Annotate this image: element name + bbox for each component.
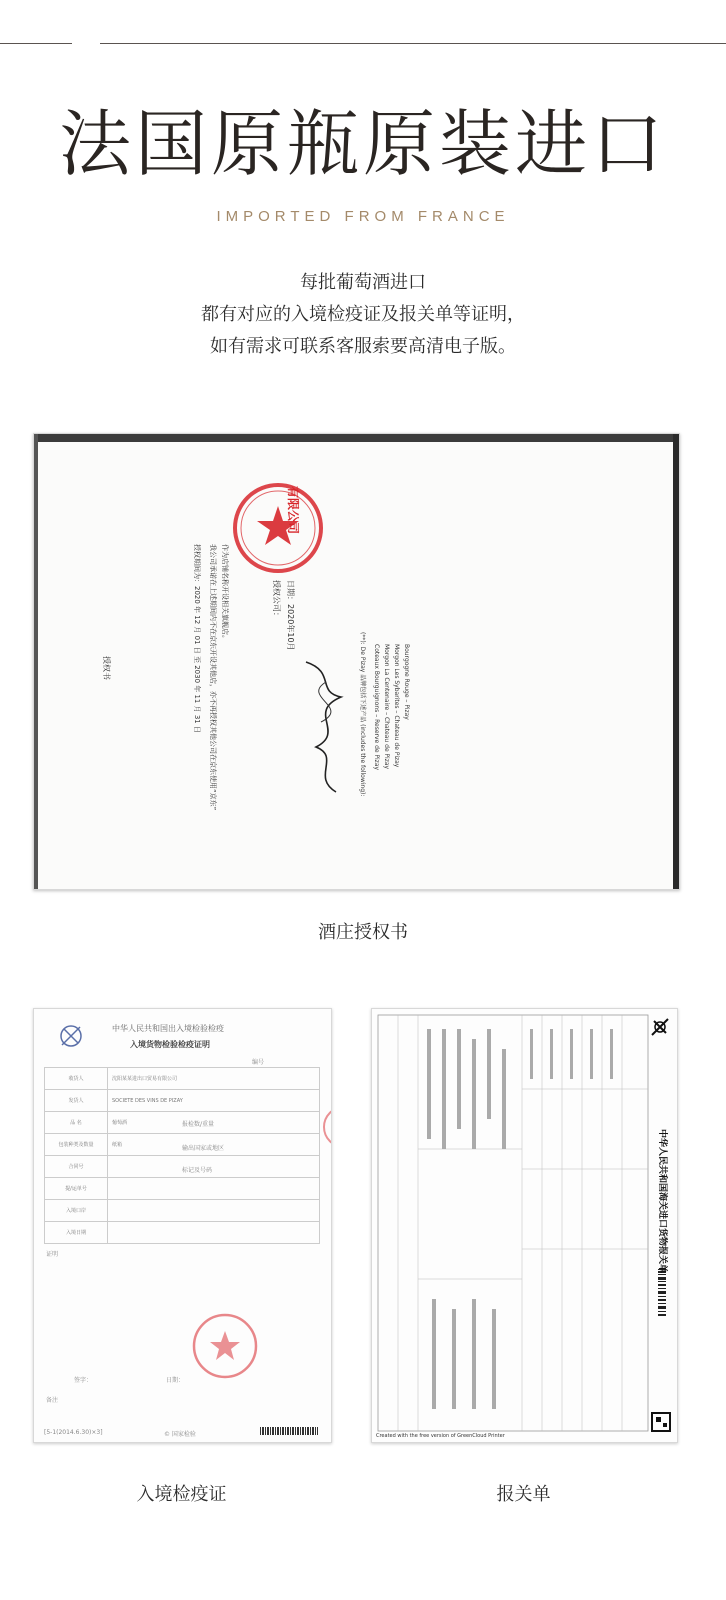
inspection-logo-icon bbox=[56, 1021, 86, 1051]
cert-row-label: 收货人 bbox=[45, 1068, 108, 1090]
cert-row-label: 品 名 bbox=[45, 1112, 108, 1134]
cert-remarks: 备注 bbox=[46, 1397, 59, 1404]
auth-body-line-3: 作为店铺名称开设相关旗舰店。 bbox=[221, 544, 229, 642]
cert-row-label: 提/运单号 bbox=[45, 1178, 108, 1200]
notes-item-4: Bourgogne Rouge – Pizay bbox=[403, 644, 410, 720]
cert-row-label: 入境口岸 bbox=[45, 1200, 108, 1222]
inspection-stamp bbox=[190, 1311, 260, 1381]
cert-right-label-3: 标记及号码 bbox=[182, 1167, 213, 1174]
auth-date: 日期：2020年10月 bbox=[286, 580, 295, 651]
cert-row-value bbox=[108, 1222, 320, 1244]
caption-inspection: 入境检疫证 bbox=[136, 1484, 227, 1505]
description-line-1: 每批葡萄酒进口 bbox=[300, 272, 426, 293]
notes-title: (**): De Pizay 品牌包括下述产品 (includes the following): bbox=[359, 632, 366, 797]
cert-footer-date: 日期： bbox=[166, 1377, 185, 1384]
cert-table-row bbox=[45, 1178, 320, 1200]
doc-title: 授权书 bbox=[102, 656, 111, 680]
cert-table-row bbox=[45, 1200, 320, 1222]
cert-row-value: SOCIETE DES VINS DE PIZAY bbox=[108, 1090, 320, 1112]
cert-row-value bbox=[108, 1178, 320, 1200]
cert-footer-sign: 签字： bbox=[74, 1377, 93, 1384]
customs-footer-note: Created with the free version of GreenCloud Printer bbox=[376, 1433, 505, 1439]
cert-right-label-1: 报检数/重量 bbox=[182, 1121, 215, 1128]
description-line-2: 都有对应的入境检疫证及报关单等证明， bbox=[201, 304, 525, 325]
notes-item-1: Coteaux Bourguignons – Reserve de Pizay bbox=[373, 644, 380, 771]
cert-row-label: 发货人 bbox=[45, 1090, 108, 1112]
customs-title: 中华人民共和国海关进口货物报关单 bbox=[657, 1129, 667, 1274]
cert-row-value: 沈阳某某进出口贸易有限公司 bbox=[108, 1068, 320, 1090]
signature-mark bbox=[296, 652, 356, 802]
auth-company-label: 授权公司： bbox=[272, 580, 281, 620]
notes-item-3: Morgon Les Sybarites – Chateau de Pizay bbox=[393, 644, 400, 768]
cert-footer-center: © 国家检验 bbox=[164, 1431, 196, 1438]
cert-row-label: 包装种类及数量 bbox=[45, 1134, 108, 1156]
cert-table-row bbox=[45, 1090, 320, 1112]
cert-form-no: [5-1(2014.6.30)×3] bbox=[44, 1429, 103, 1436]
customs-declaration-image bbox=[371, 1008, 678, 1443]
page-title: 法国原瓶原装进口 bbox=[58, 102, 667, 186]
customs-logo-icon bbox=[648, 1015, 672, 1039]
cert-barcode bbox=[260, 1427, 318, 1435]
cert-header-1: 中华人民共和国出入境检验检疫 bbox=[112, 1024, 224, 1033]
authorization-document-image bbox=[33, 433, 680, 890]
auth-body-line-2: 我公司承诺在上述期间内不在京东开设其他店，亦不再授权其他公司在京东使用“京东” bbox=[209, 544, 217, 811]
caption-customs: 报关单 bbox=[496, 1484, 551, 1505]
customs-grid bbox=[372, 1009, 677, 1442]
inspection-certificate-image bbox=[33, 1008, 332, 1443]
stamp-text: 有限公司 bbox=[286, 486, 300, 535]
cert-row-label: 入境日期 bbox=[45, 1222, 108, 1244]
caption-authorization: 酒庄授权书 bbox=[318, 922, 408, 943]
cert-table-row bbox=[45, 1222, 320, 1244]
cert-right-label-2: 输出国家或地区 bbox=[182, 1145, 225, 1152]
cert-row-value: 纸箱 bbox=[108, 1134, 320, 1156]
auth-body-line-1: 授权期间为：2020 年 12 月 01 日 至 2030 年 11 月 31 日 bbox=[193, 544, 201, 733]
cert-row-value bbox=[108, 1156, 320, 1178]
page-subtitle: IMPORTED FROM FRANCE bbox=[216, 208, 510, 225]
cert-table-row bbox=[45, 1068, 320, 1090]
cert-header-2: 入境货物检验检疫证明 bbox=[130, 1040, 210, 1049]
header-rule-right bbox=[100, 43, 726, 44]
cert-row-value: 葡萄酒 bbox=[108, 1112, 320, 1134]
cert-serial-label: 编号 bbox=[252, 1059, 265, 1066]
description-text bbox=[0, 267, 726, 363]
cert-table bbox=[44, 1067, 320, 1244]
description-line-3: 如有需求可联系客服索要高清电子版。 bbox=[210, 336, 516, 357]
cert-proof-label: 证明 bbox=[46, 1251, 59, 1258]
cert-row-label: 合同号 bbox=[45, 1156, 108, 1178]
header-rule-left bbox=[0, 43, 72, 44]
notes-item-2: Morgon La Centenaire – Chateau de Pizay bbox=[383, 644, 390, 770]
cert-row-value bbox=[108, 1200, 320, 1222]
company-seal-stamp bbox=[230, 480, 326, 576]
